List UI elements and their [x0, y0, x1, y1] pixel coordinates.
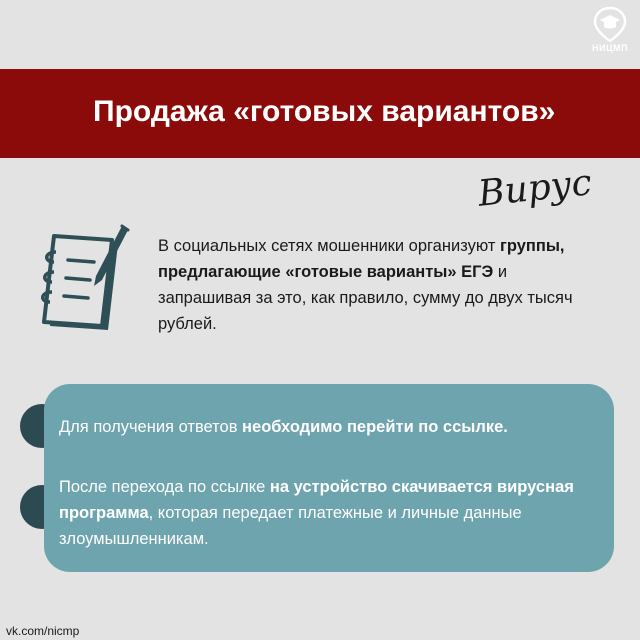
card-p2-text-1: После перехода по ссылке: [59, 478, 270, 496]
intro-text-2: и запрашивая за это, как правило, сумму до двух тысяч рублей.: [158, 263, 573, 333]
logo-text: НИЦМП: [591, 43, 628, 53]
card-p2-bold: на устройство скачивается вирусная программа: [59, 478, 574, 522]
card-p1-text: Для получения ответов: [59, 418, 243, 436]
graduation-cap-pin-icon: [593, 6, 627, 42]
intro-text-1: В социальных сетях мошенники организуют: [158, 237, 500, 255]
notebook-pen-icon: [30, 222, 138, 340]
intro-bold: группы, предлагающие «готовые варианты» ЕГЭ: [158, 237, 565, 281]
card-p1-bold: необходимо перейти по ссылке.: [242, 418, 508, 436]
intro-paragraph: [158, 233, 598, 337]
card-p2-text-2: , которая передает платежные и личные данные злоумышленникам.: [59, 504, 522, 548]
card-paragraph-2: [59, 474, 579, 552]
page-title: Продажа «готовых вариантов»: [93, 95, 556, 128]
virus-tag: Вирус: [476, 162, 594, 215]
footer-link[interactable]: vk.com/nicmp: [6, 624, 80, 638]
card-paragraph-1: [59, 414, 579, 440]
logo: [588, 6, 632, 58]
